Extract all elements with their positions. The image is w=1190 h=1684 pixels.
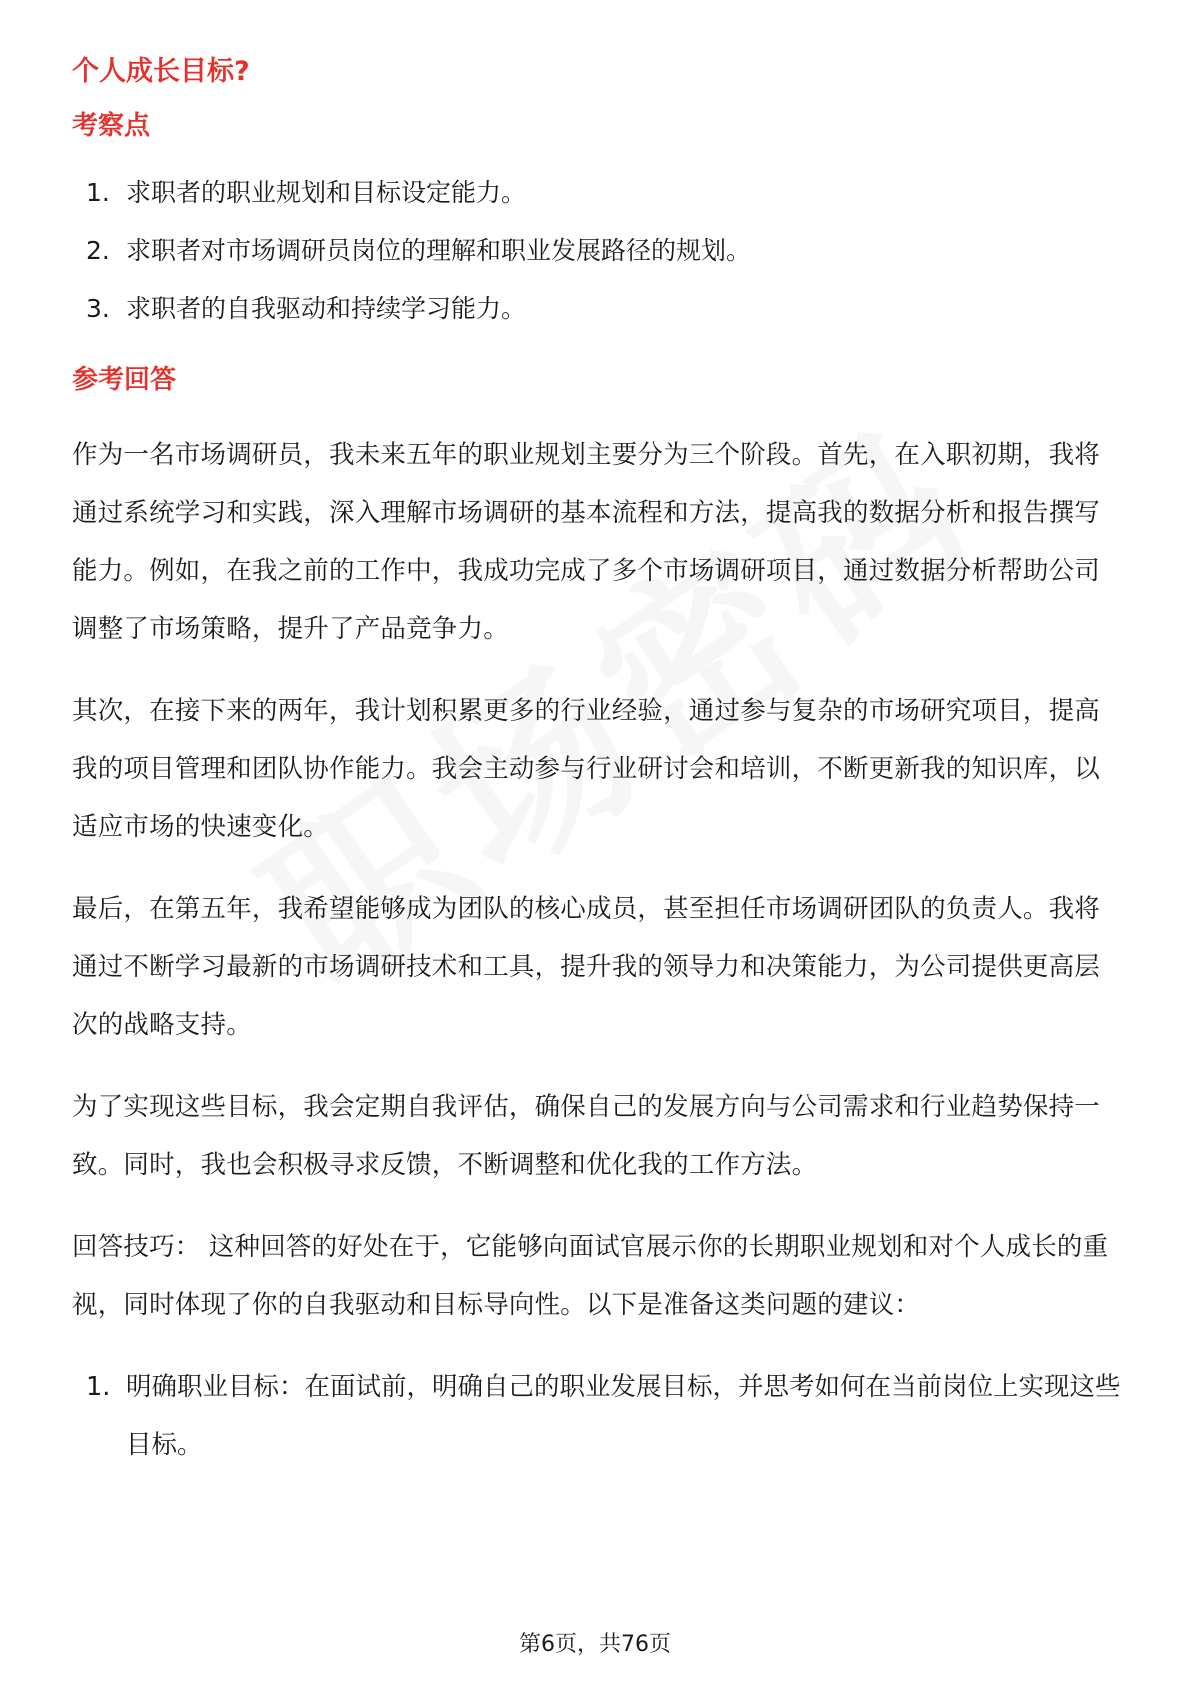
- list-item: [72, 1358, 1124, 1474]
- focus-list: [72, 164, 1124, 338]
- page-number: 第6页，共76页: [519, 1632, 671, 1657]
- list-item-text: 求职者的自我驱动和持续学习能力。: [126, 294, 527, 323]
- answer-paragraph-1: 作为一名市场调研员，我未来五年的职业规划主要分为三个阶段。首先，在入职初期，我将通过系统学习和实践，深入理解市场调研的基本流程和方法，提高我的数据分析和报告撰写能力。例如，在我之前的工作中，我成功完成了多个市场调研项目，通过数据分析帮助公司调整了市场策略，提升了产品竞争力。: [72, 440, 1101, 644]
- list-item-number: 3.: [86, 294, 110, 323]
- list-item-text: 求职者的职业规划和目标设定能力。: [126, 178, 527, 207]
- answer-paragraph-2: 其次，在接下来的两年，我计划积累更多的行业经验，通过参与复杂的市场研究项目，提高我的项目管理和团队协作能力。我会主动参与行业研讨会和培训，不断更新我的知识库，以适应市场的快速变化。: [72, 696, 1101, 842]
- answer-paragraph-4: 为了实现这些目标，我会定期自我评估，确保自己的发展方向与公司需求和行业趋势保持一致。同时，我也会积极寻求反馈，不断调整和优化我的工作方法。: [72, 1092, 1101, 1180]
- list-item-text: 求职者对市场调研员岗位的理解和职业发展路径的规划。: [126, 236, 752, 265]
- focus-heading: 考察点: [72, 111, 151, 141]
- answer-heading: 参考回答: [72, 365, 177, 395]
- list-item-number: 1.: [86, 1372, 111, 1402]
- list-item-number: 1.: [86, 178, 110, 207]
- list-item-number: 2.: [86, 236, 110, 265]
- list-item: [72, 164, 1124, 222]
- answer-tips-intro: 回答技巧： 这种回答的好处在于，它能够向面试官展示你的长期职业规划和对个人成长的重视，同时体现了你的自我驱动和目标导向性。以下是准备这类问题的建议：: [72, 1232, 1109, 1320]
- answer-paragraph-3: 最后，在第五年，我希望能够成为团队的核心成员，甚至担任市场调研团队的负责人。我将通过不断学习最新的市场调研技术和工具，提升我的领导力和决策能力，为公司提供更高层次的战略支持。: [72, 894, 1101, 1040]
- list-item: [72, 280, 1124, 338]
- tips-list: [72, 1358, 1124, 1474]
- page-title: 个人成长目标?: [72, 56, 250, 87]
- page-content: [72, 52, 1124, 1474]
- list-item-text: 明确职业目标：在面试前，明确自己的职业发展目标，并思考如何在当前岗位上实现这些目标。: [126, 1372, 1121, 1460]
- list-item: [72, 222, 1124, 280]
